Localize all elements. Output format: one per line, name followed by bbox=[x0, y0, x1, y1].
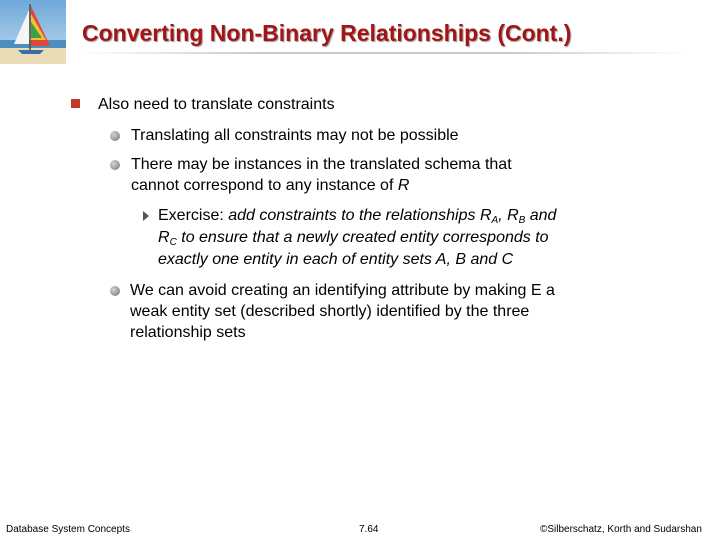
exercise-line1: Exercise: add constraints to the relationships $R_A$, $R_B$ and bbox=[158, 207, 557, 226]
circle-bullet-icon bbox=[110, 286, 120, 296]
slide-title: Converting Non-Binary Relationships (Cont.) bbox=[82, 20, 572, 46]
bullet-also-need: Also need to translate constraints bbox=[98, 96, 335, 113]
triangle-bullet-icon bbox=[143, 211, 149, 221]
footer-copyright: ©Silberschatz, Korth and Sudarshan bbox=[540, 524, 702, 535]
circle-bullet-icon bbox=[110, 131, 120, 141]
title-divider bbox=[78, 52, 690, 54]
bullet-avoid-line2: weak entity set (described shortly) identified by the three bbox=[130, 303, 530, 320]
exercise-line2: $R_C$ to ensure that a newly created entity corresponds to bbox=[158, 229, 549, 248]
bullet-translating-all: Translating all constraints may not be possible bbox=[131, 127, 459, 144]
square-bullet-icon bbox=[71, 99, 80, 108]
circle-bullet-icon bbox=[110, 160, 120, 170]
exercise-line3: exactly one entity in each of entity sets A, B and C bbox=[158, 251, 514, 268]
footer-page-number: 7.64 bbox=[359, 524, 379, 535]
bullet-avoid-line3: relationship sets bbox=[130, 324, 246, 341]
bullet-instances-line1: There may be instances in the translated schema that bbox=[131, 156, 512, 173]
footer-book-title: Database System Concepts bbox=[6, 524, 130, 535]
bullet-instances-line2: cannot correspond to any instance of R bbox=[131, 177, 410, 194]
sailboat-logo bbox=[0, 0, 66, 64]
bullet-avoid-line1: We can avoid creating an identifying attribute by making E a bbox=[130, 282, 555, 299]
